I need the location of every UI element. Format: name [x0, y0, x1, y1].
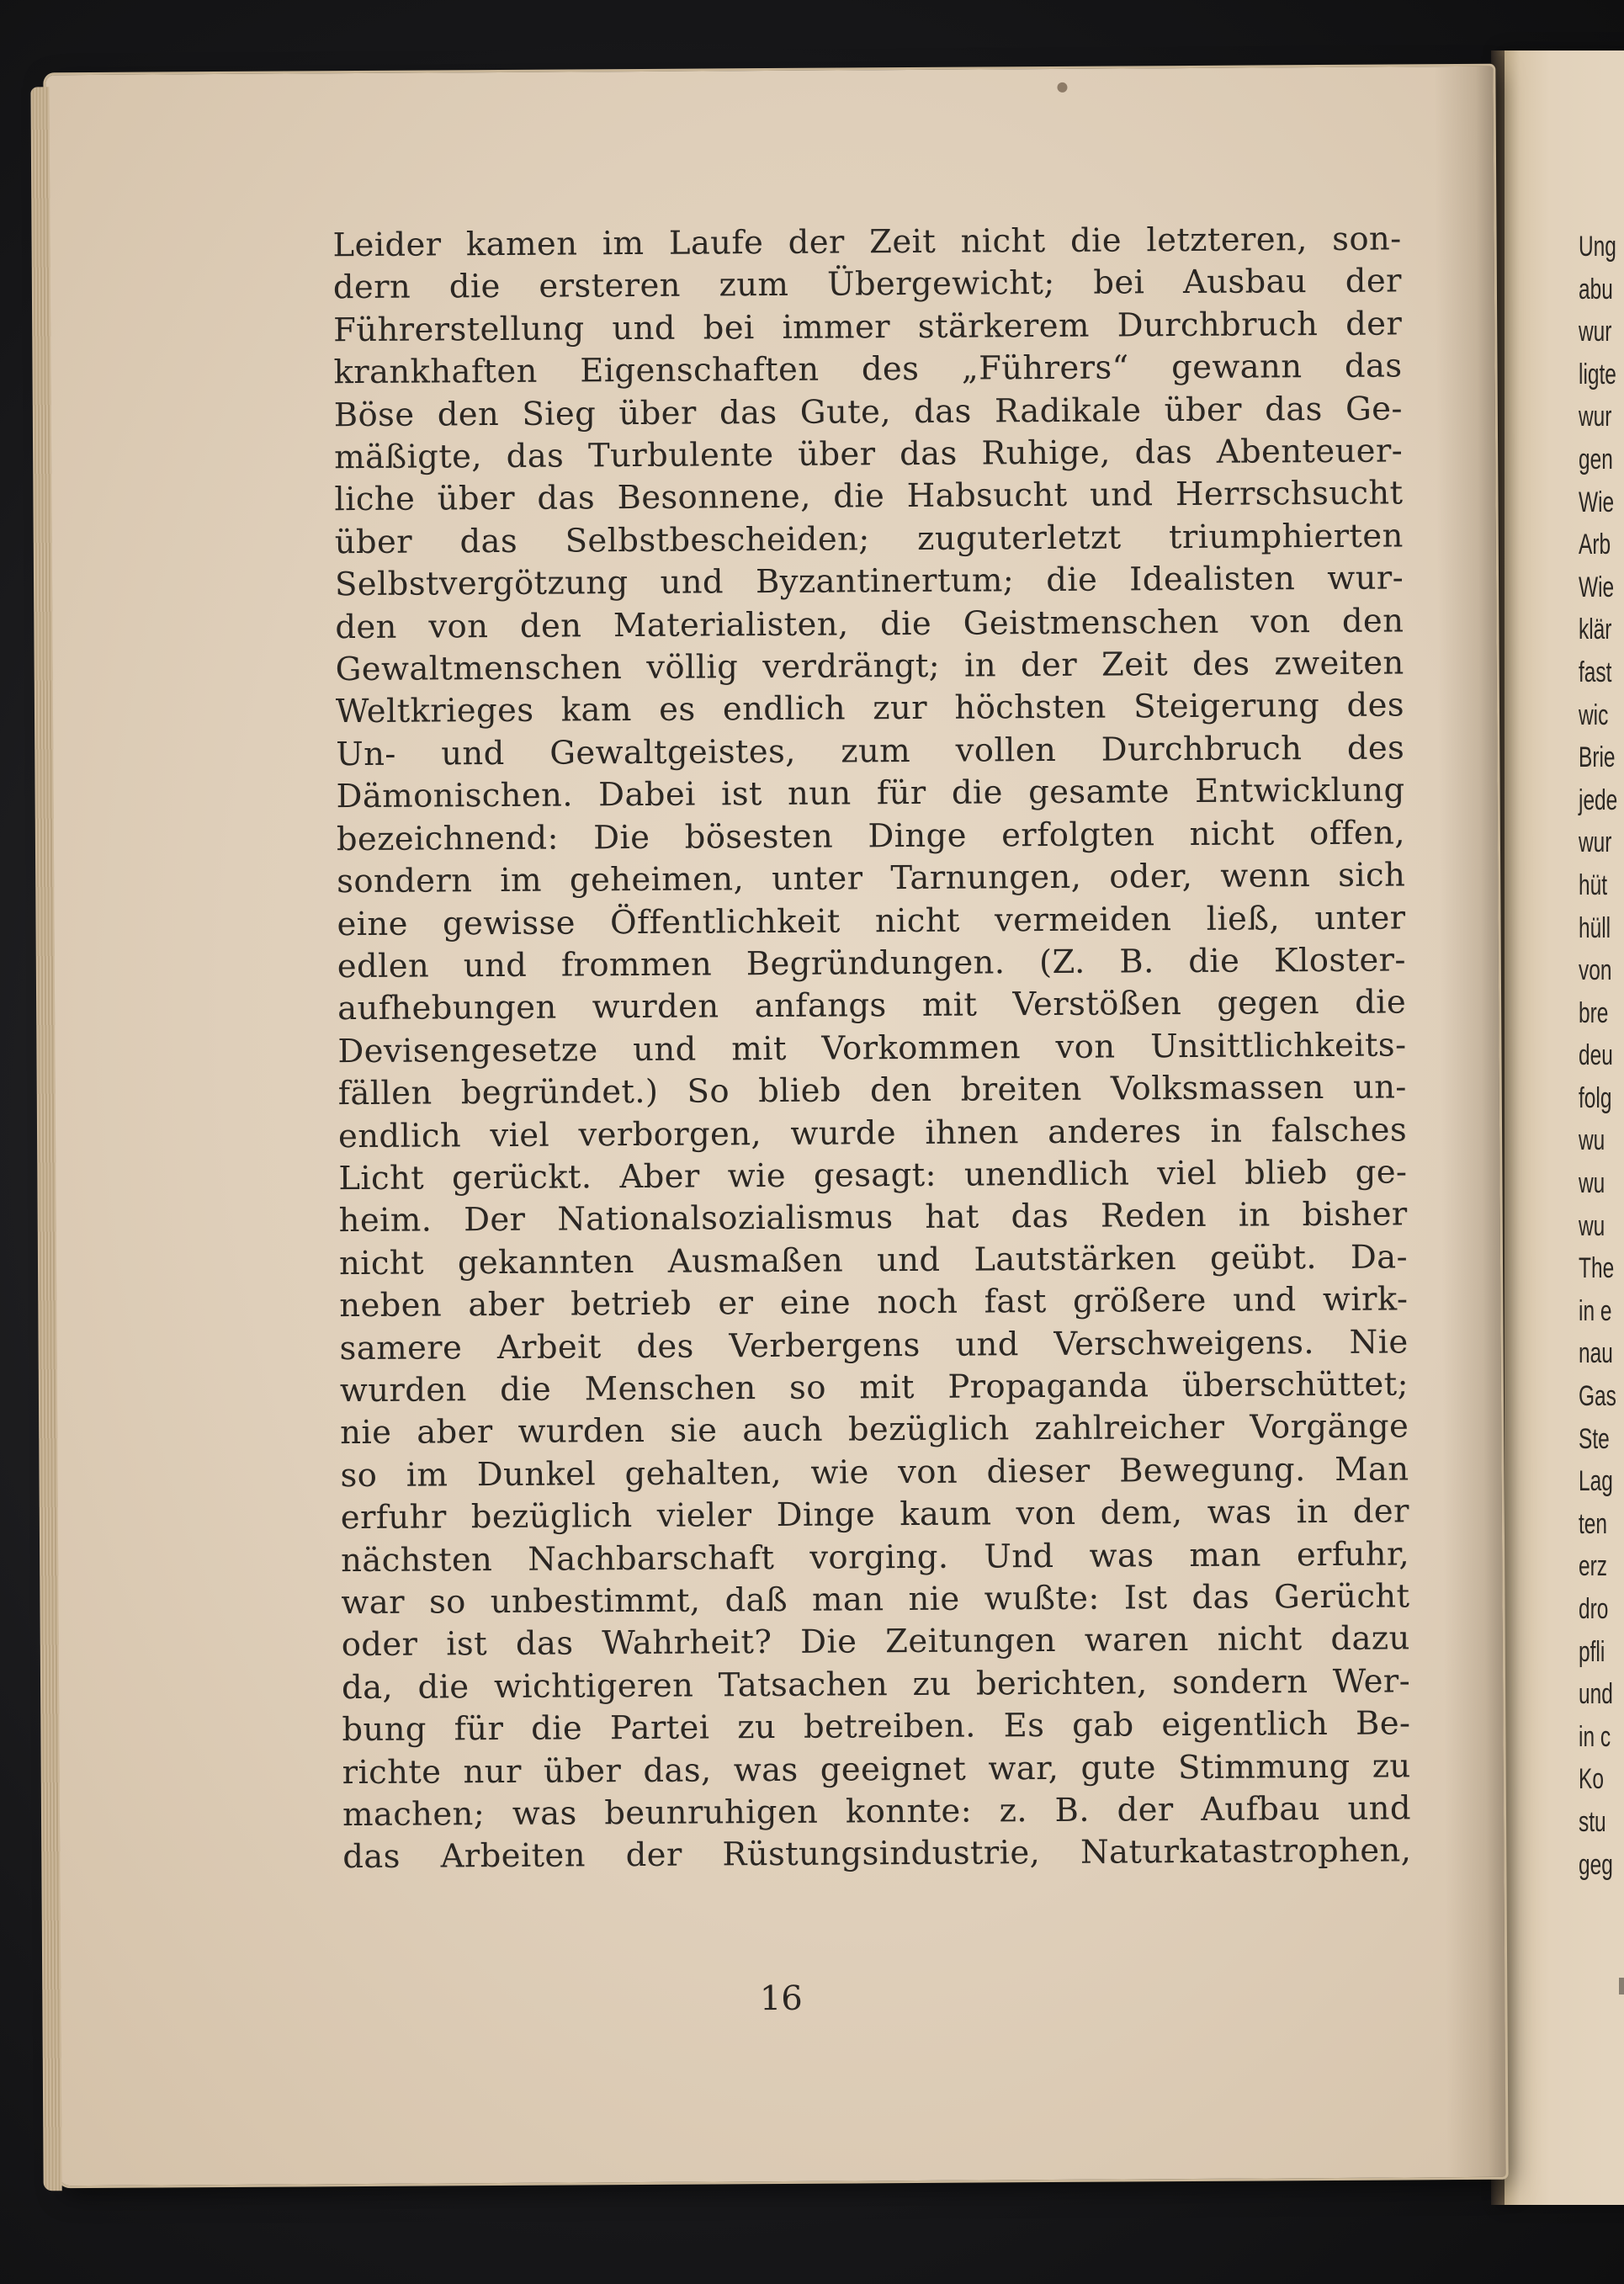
facing-page-fragment: von [1579, 954, 1612, 987]
facing-page-fragment: wur [1579, 316, 1612, 348]
text-line: dern die ersteren zum Übergewicht; bei Ausbau der [332, 262, 1403, 307]
text-line: Selbstvergötzung und Byzantinertum; die Idealisten wur- [334, 559, 1404, 604]
text-line: über das Selbstbescheiden; zuguterletzt triumphierten [334, 517, 1404, 562]
facing-page-fragment: deu [1579, 1039, 1613, 1072]
text-line: nie aber wurden sie auch bezüglich zahlreicher Vorgänge [340, 1407, 1409, 1453]
facing-page-fragment: pfli [1579, 1635, 1605, 1668]
facing-page-fragment: folg [1579, 1081, 1612, 1114]
facing-page-fragment: The [1579, 1252, 1615, 1285]
facing-page-fragment: jede [1579, 783, 1618, 816]
facing-page-fragment: wu [1579, 1209, 1605, 1242]
text-line: oder ist das Wahrheit? Die Zeitungen waren nicht dazu [341, 1619, 1410, 1665]
facing-page-fragment: Wie [1579, 571, 1615, 603]
facing-page-fragment: stu [1579, 1805, 1606, 1838]
text-line: aufhebungen wurden anfangs mit Verstößen gegen die [337, 983, 1407, 1028]
facing-page-text-fragments [1579, 226, 1617, 1886]
text-line: Licht gerückt. Aber wie gesagt: unendlich viel blieb ge- [338, 1153, 1408, 1198]
text-line: Böse den Sieg über das Gute, das Radikale über das Ge- [333, 390, 1403, 434]
facing-page-fragment: geg [1579, 1848, 1613, 1881]
text-line: mäßigte, das Turbulente über das Ruhige, das Abenteuer- [334, 432, 1404, 477]
text-line: so im Dunkel gehalten, wie von dieser Bewegung. Man [340, 1450, 1409, 1495]
text-line: den von den Materialisten, die Geistmenschen von den [335, 602, 1404, 646]
text-line: sondern im geheimen, unter Tarnungen, oder, wenn sich [337, 856, 1406, 901]
facing-page-fragment: in e [1579, 1294, 1612, 1327]
text-line: Devisengesetze und mit Vorkommen von Unsittlichkeits- [337, 1026, 1407, 1070]
text-line: Un- und Gewaltgeistes, zum vollen Durchbruch des [336, 729, 1405, 774]
facing-page-fragment: ligte [1579, 358, 1616, 390]
text-line: endlich viel verborgen, wurde ihnen anderes in falsches [337, 1110, 1408, 1155]
text-line: krankhaften Eigenschaften des „Führers“ gewann das [333, 347, 1403, 392]
facing-page-fragment: Ko [1579, 1763, 1604, 1796]
facing-page-fragment: klär [1579, 613, 1612, 646]
text-line: eine gewisse Öffentlichkeit nicht vermeiden ließ, unter [337, 898, 1406, 943]
facing-page-fragment: wu [1579, 1167, 1605, 1200]
facing-page-fragment: gen [1579, 443, 1613, 475]
text-line: bezeichnend: Die bösesten Dinge erfolgten nicht offen, [336, 814, 1406, 858]
facing-page-fragment: Ste [1579, 1422, 1610, 1455]
text-line: wurden die Menschen so mit Propaganda überschüttet; [339, 1365, 1409, 1410]
facing-page-fragment: Brie [1579, 741, 1616, 774]
facing-page-fragment: erz [1579, 1550, 1608, 1583]
text-line: Führerstellung und bei immer stärkerem Durchbruch der [333, 305, 1403, 350]
facing-page-fragment: abu [1579, 273, 1613, 305]
facing-page-edge-mark [1619, 1978, 1624, 1995]
text-line: neben aber betrieb er eine noch fast größere und wirk- [339, 1280, 1409, 1325]
facing-page-fragment: Gas [1579, 1380, 1616, 1413]
facing-page-fragment: hüt [1579, 868, 1608, 901]
text-line: liche über das Besonnene, die Habsucht und Herrschsucht [334, 474, 1404, 519]
text-line: Leider kamen im Laufe der Zeit nicht die letzteren, son- [332, 220, 1402, 265]
facing-page-fragment: Ung [1579, 231, 1616, 263]
text-line: Gewaltmenschen völlig verdrängt; in der Zeit des zweiten [335, 644, 1404, 689]
book-page [45, 66, 1505, 2186]
page-number: 16 [759, 1979, 803, 2019]
facing-page-fragment: wic [1579, 698, 1609, 731]
facing-page-fragment: fast [1579, 656, 1612, 688]
text-line: machen; was beunruhigen konnte: z. B. der Aufbau und [342, 1789, 1412, 1835]
text-line: das Arbeiten der Rüstungsindustrie, Naturkatastrophen, [342, 1831, 1412, 1877]
facing-page-fragment: Arb [1579, 529, 1611, 561]
facing-page-fragment: nau [1579, 1337, 1613, 1370]
facing-page-fragment: wu [1579, 1124, 1605, 1157]
facing-page-fragment: bre [1579, 996, 1609, 1029]
text-line: Dämonischen. Dabei ist nun für die gesamte Entwicklung [336, 771, 1405, 816]
text-line: edlen und frommen Begründungen. (Z. B. die Kloster- [337, 941, 1406, 986]
text-line: heim. Der Nationalsozialismus hat das Reden in bisher [338, 1195, 1408, 1240]
text-line: da, die wichtigeren Tatsachen zu berichten, sondern Wer- [341, 1662, 1411, 1707]
text-line: fällen begründet.) So blieb den breiten Volksmassen un- [337, 1068, 1407, 1113]
text-line: nächsten Nachbarschaft vorging. Und was man erfuhr, [341, 1535, 1410, 1580]
text-line: nicht gekannten Ausmaßen und Lautstärken geübt. Da- [338, 1238, 1409, 1283]
text-line: erfuhr bezüglich vieler Dinge kaum von dem, was in der [340, 1492, 1409, 1538]
text-line: bung für die Partei zu betreiben. Es gab eigentlich Be- [342, 1704, 1411, 1750]
facing-page-fragment: Wie [1579, 486, 1615, 518]
text-line: samere Arbeit des Verbergens und Verschweigens. Nie [339, 1322, 1409, 1368]
facing-page-fragment: dro [1579, 1593, 1609, 1625]
facing-page-fragment: und [1579, 1678, 1613, 1711]
page-body-text [332, 218, 1411, 1879]
text-line: richte nur über das, was geeignet war, gute Stimmung zu [342, 1747, 1411, 1792]
facing-page-fragment: wur [1579, 826, 1612, 859]
facing-page-fragment: in c [1579, 1720, 1611, 1753]
facing-page-fragment: wur [1579, 401, 1612, 433]
facing-page-fragment: Lag [1579, 1465, 1613, 1498]
facing-page-fragment: hüll [1579, 911, 1611, 944]
facing-page-fragment: ten [1579, 1507, 1608, 1540]
text-line: Weltkrieges kam es endlich zur höchsten Steigerung des [335, 686, 1405, 731]
binding-thread-mark [1057, 82, 1067, 93]
text-line: war so unbestimmt, daß man nie wußte: Ist das Gerücht [341, 1577, 1410, 1623]
